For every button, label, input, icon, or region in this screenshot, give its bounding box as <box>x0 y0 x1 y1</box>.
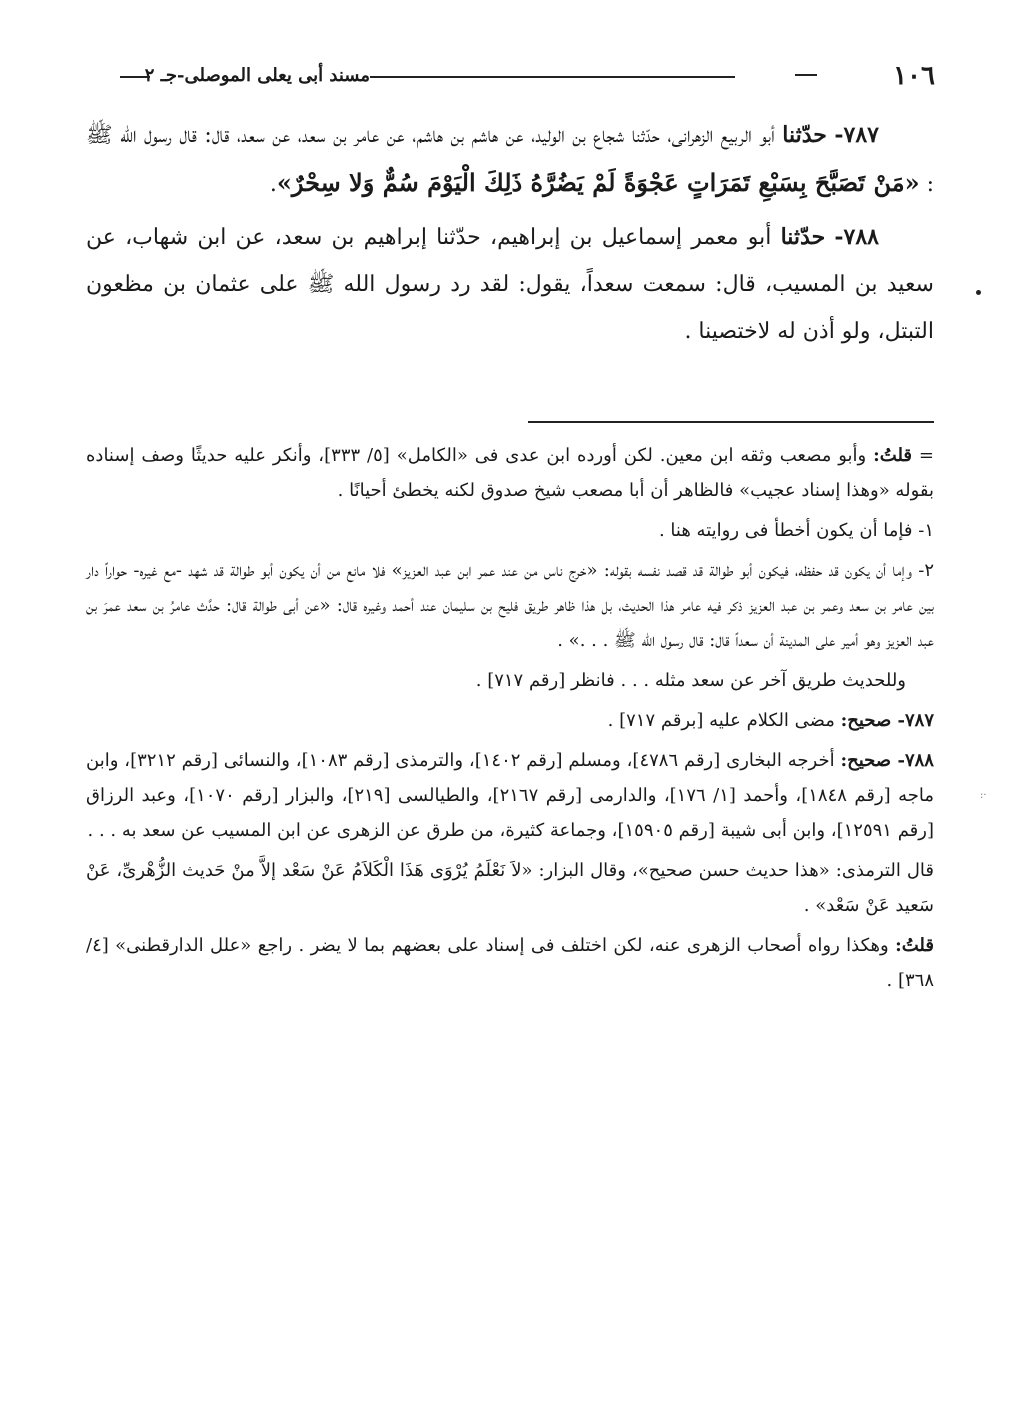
qultu-label: قلتُ: <box>895 935 934 956</box>
haddathana: حدّثنا <box>780 224 826 250</box>
footnote-item-1: ١- فإما أن يكون أخطأ فى روايته هنا . <box>658 520 934 541</box>
footnote-787-text: مضى الكلام عليه [برقم ٧١٧] . <box>607 710 835 731</box>
running-header <box>120 58 935 94</box>
continuation-marker: = <box>918 445 934 466</box>
footnote-continuation <box>86 438 934 508</box>
header-dash-end <box>120 76 150 78</box>
footnote-final <box>86 928 934 998</box>
footnote-788-label: ٧٨٨- صحيح: <box>840 750 934 771</box>
hadith-number: ٧٨٨- <box>834 224 879 250</box>
header-dash <box>795 74 817 76</box>
footnote-separator <box>528 421 934 423</box>
footnote-788 <box>86 743 934 848</box>
footnote-item-3: وللحديث طريق آخر عن سعد مثله . . . فانظر [رقم ٧١٧] . <box>475 670 906 691</box>
isnad: أبو الربيع الزهرانى، حدّثنا شجاع بن الوليد، عن هاشم بن هاشم، عن عامر بن سعد، عن سعد، قال: قال رسول الله ﷺ : <box>86 123 934 197</box>
main-text <box>86 112 934 361</box>
scan-specks: ·: <box>980 790 987 801</box>
hadith-787 <box>86 112 934 208</box>
book-title: مسند أبى يعلى الموصلى-جـ ٢ <box>144 65 370 86</box>
footnotes <box>86 438 934 1003</box>
qultu-label: قلتُ: <box>873 445 913 466</box>
page-number: ١٠٦ <box>893 61 935 91</box>
footnote-787 <box>86 703 934 738</box>
matn: «مَنْ تَصَبَّحَ بِسَبْعِ تَمَرَاتٍ عَجْوَةً لَمْ يَضُرَّهُ ذَلِكَ الْيَوْمَ سُمٌّ وَلا سِحْرٌ» <box>276 168 920 197</box>
footnote-788-text: أخرجه البخارى [رقم ٤٧٨٦]، ومسلم [رقم ١٤٠٢]، والترمذى [رقم ١٠٨٣]، والنسائى [رقم ٣٢١٢]، وابن ماجه [رقم ١٨٤٨]، وأحمد [١/ ١٧٦]، والدارمى [رقم ٢١٦٧]، والطيالسى [٢١٩]، والبزار [رقم ١٠٧٠]، وعبد الرزاق [رقم ١٢٥٩١]، وابن أبى شيبة [رقم ١٥٩٠٥]، وجماعة كثيرة، من طرق عن الزهرى عن ابن المسيب عن سعد به . . . <box>86 750 935 841</box>
end-mark: . <box>269 172 277 197</box>
footnote-item-2: ٢- وإما أن يكون قد حفظه، فيكون أبو طوالة قد قصد نفسه بقوله: «خرج ناس من عند عمر ابن عبد العزيز» فلا مانع من أن يكون أبو طوالة قد شهد -مع غيره- حواراً دار بين عامر بن سعد وعمر بن عبد العزيز ذكر فيه عامر هذا الحديث، بل هذا ظاهر طريق فليح بن سليمان عند أحمد وغيره قال: «عن أبى طوالة قال: حدَّث عامرُ بن سعد عمرَ بن عبد العزيز وهو أمير على المدينة أن سعداً قال: قال رسول الله ﷺ . . .» . <box>86 560 934 651</box>
tirmidhi-quote: قال الترمذى: «هذا حديث حسن صحيح»، وقال البزار: «لاَ نَعْلَمُ يُرْوَى هَذَا الْكَلاَمُ عَنْ سَعْد إلاَّ منْ حَديث الزُّهْرىِّ، عَنْ سَعيد عَنْ سَعْد» . <box>86 860 934 916</box>
footnote-787-label: ٧٨٧- صحيح: <box>840 710 934 731</box>
margin-dot <box>976 290 981 295</box>
haddathana: حدّثنا <box>782 122 827 148</box>
footnote-final-text: وهكذا رواه أصحاب الزهرى عنه، لكن اختلف فى إسناد على بعضهم بما لا يضر . راجع «علل الدارقطنى» [٤/ ٣٦٨] . <box>86 935 934 991</box>
header-rule <box>370 76 735 78</box>
hadith-788 <box>86 214 934 355</box>
hadith-number: ٧٨٧- <box>834 122 879 148</box>
hadith-text: أبو معمر إسماعيل بن إبراهيم، حدّثنا إبراهيم بن سعد، عن ابن شهاب، عن سعيد بن المسيب، قال: سمعت سعداً، يقول: لقد رد رسول الله ﷺ على عثمان بن مظعون التبتل، ولو أذن له لاختصينا . <box>86 225 934 344</box>
footnote-text: وأبو مصعب وثقه ابن معين. لكن أورده ابن عدى فى «الكامل» [٥/ ٣٣٣]، وأنكر عليه حديثًا وصف إسناده بقوله «وهذا إسناد عجيب» فالظاهر أن أبا مصعب شيخ صدوق لكنه يخطئ أحيانًا . <box>86 445 934 501</box>
